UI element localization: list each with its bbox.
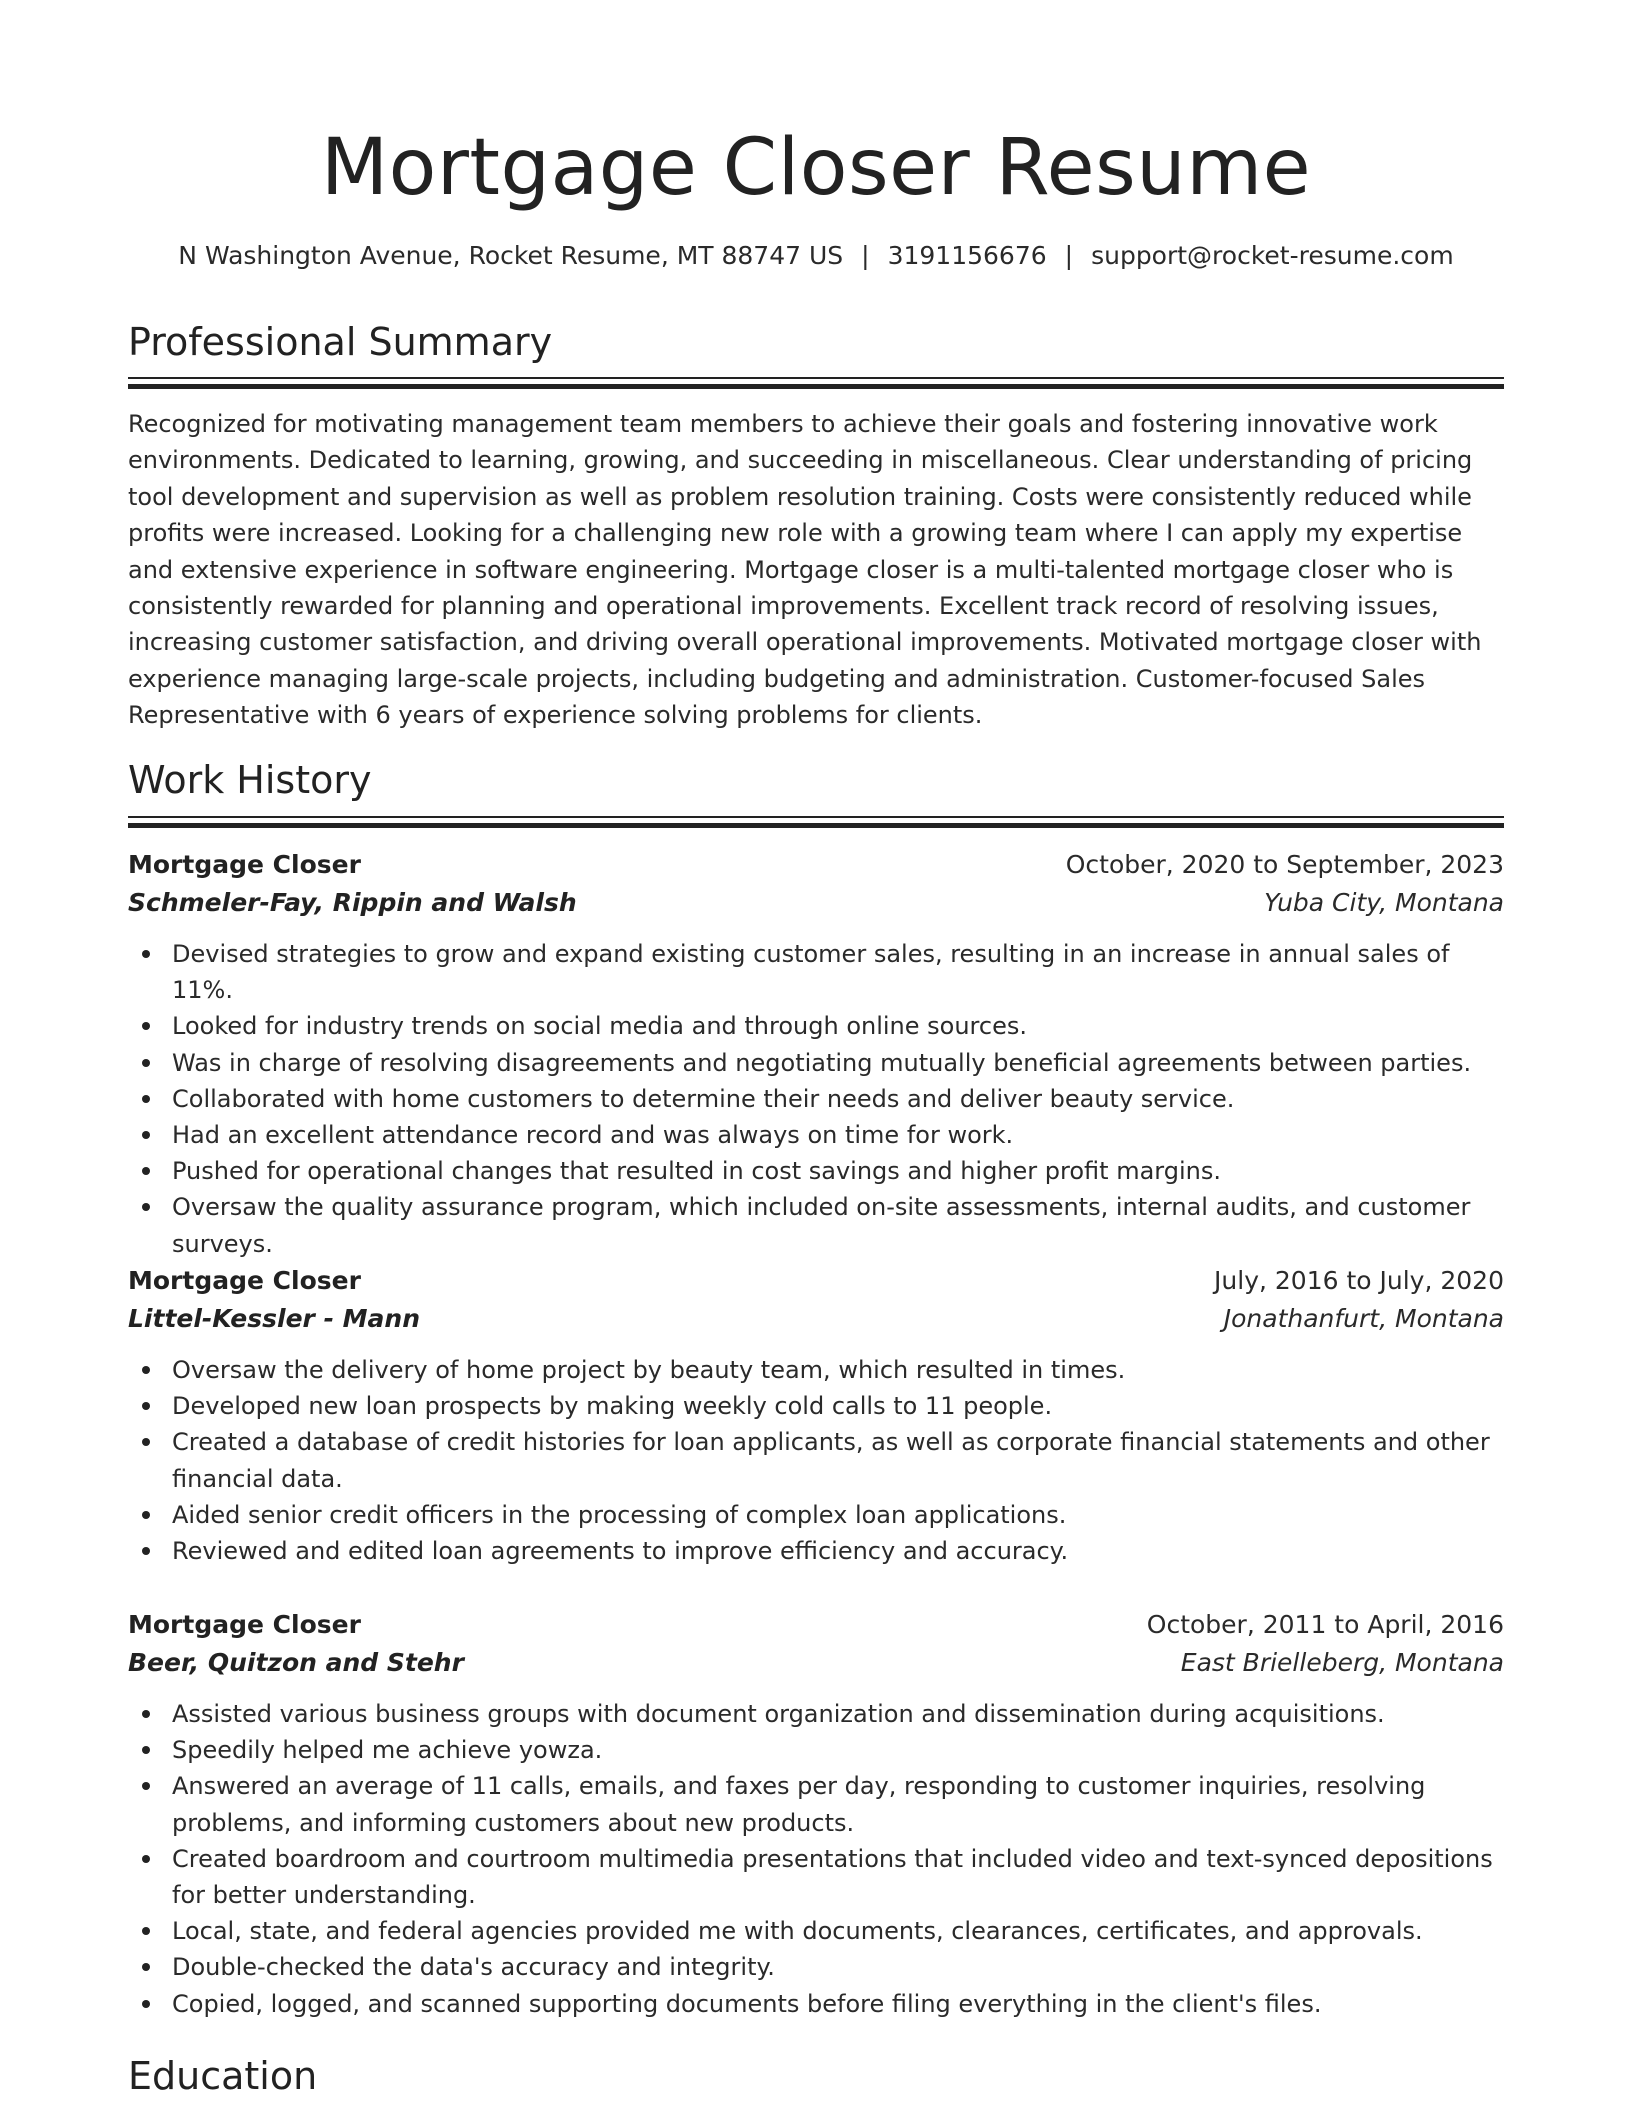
list-item: Aided senior credit officers in the processing of complex loan applications. [172, 1497, 1504, 1533]
job-header [128, 1606, 1504, 1644]
list-item: Looked for industry trends on social media and through online sources. [172, 1008, 1504, 1044]
list-item: Collaborated with home customers to determine their needs and deliver beauty service. [172, 1081, 1504, 1117]
job-company: Schmeler-Fay, Rippin and Walsh [128, 888, 577, 917]
section-heading-education: Education [128, 2054, 318, 2098]
list-item: Was in charge of resolving disagreements and negotiating mutually beneficial agreements between parties. [172, 1045, 1504, 1081]
contact-line [128, 238, 1504, 274]
job-bullets [128, 1352, 1504, 1569]
list-item: Assisted various business groups with document organization and dissemination during acquisitions. [172, 1696, 1504, 1732]
job-dates: July, 2016 to July, 2020 [1214, 1266, 1504, 1295]
job-title: Mortgage Closer [128, 1610, 361, 1639]
job-dates: October, 2011 to April, 2016 [1146, 1610, 1504, 1639]
job-entry [128, 1262, 1504, 1569]
section-divider [128, 384, 1504, 389]
list-item: Oversaw the delivery of home project by beauty team, which resulted in times. [172, 1352, 1504, 1388]
job-bullets [128, 936, 1504, 1262]
list-item: Answered an average of 11 calls, emails, and faxes per day, responding to customer inquiries, resolving problems, and informing customers about new products. [172, 1768, 1504, 1840]
job-entry [128, 846, 1504, 1262]
job-location: Jonathanfurt, Montana [1223, 1304, 1504, 1333]
list-item: Oversaw the quality assurance program, which included on-site assessments, internal audits, and customer surveys. [172, 1189, 1504, 1261]
contact-phone: 3191156676 [887, 241, 1047, 270]
job-company: Littel-Kessler - Mann [128, 1304, 421, 1333]
list-item: Created a database of credit histories for loan applicants, as well as corporate financial statements and other financial data. [172, 1424, 1504, 1496]
list-item: Speedily helped me achieve yowza. [172, 1732, 1504, 1768]
list-item: Developed new loan prospects by making weekly cold calls to 11 people. [172, 1388, 1504, 1424]
list-item: Reviewed and edited loan agreements to improve efficiency and accuracy. [172, 1533, 1504, 1569]
job-title: Mortgage Closer [128, 850, 361, 879]
job-entry [128, 1606, 1504, 2022]
job-subheader [128, 1300, 1504, 1338]
job-title: Mortgage Closer [128, 1266, 361, 1295]
section-heading-summary: Professional Summary [128, 320, 553, 364]
job-header [128, 846, 1504, 884]
section-divider [128, 816, 1504, 818]
page-title: Mortgage Closer Resume [320, 123, 1312, 213]
job-subheader [128, 1644, 1504, 1682]
section-divider [128, 377, 1504, 379]
job-location: Yuba City, Montana [1264, 888, 1504, 917]
list-item: Had an excellent attendance record and was always on time for work. [172, 1117, 1504, 1153]
section-heading-work: Work History [128, 758, 372, 802]
list-item: Copied, logged, and scanned supporting documents before filing everything in the client's files. [172, 1986, 1504, 2022]
contact-separator: | [1064, 241, 1074, 270]
list-item: Pushed for operational changes that resulted in cost savings and higher profit margins. [172, 1153, 1504, 1189]
list-item: Created boardroom and courtroom multimedia presentations that included video and text-synced depositions for better understanding. [172, 1841, 1504, 1913]
section-divider [128, 823, 1504, 828]
contact-email: support@rocket-resume.com [1091, 241, 1454, 270]
summary-text: Recognized for motivating management team members to achieve their goals and fostering innovative work environments. Dedicated to learning, growing, and succeeding in miscellaneous. Clear understanding of pricing tool development and supervision as well as problem resolution training. Costs were consistently reduced while profits were increased. Looking for a challenging new role with a growing team where I can apply my expertise and extensive experience in software engineering. Mortgage closer is a multi-talented mortgage closer who is consistently rewarded for planning and operational improvements. Excellent track record of resolving issues, increasing customer satisfaction, and driving overall operational improvements. Motivated mortgage closer with experience managing large-scale projects, including budgeting and administration. Customer-focused Sales Representative with 6 years of experience solving problems for clients. [128, 410, 1482, 730]
job-subheader [128, 884, 1504, 922]
job-company: Beer, Quitzon and Stehr [128, 1648, 464, 1677]
list-item: Local, state, and federal agencies provided me with documents, clearances, certificates, and approvals. [172, 1913, 1504, 1949]
list-item: Double-checked the data's accuracy and integrity. [172, 1949, 1504, 1985]
contact-address: N Washington Avenue, Rocket Resume, MT 88747 US [178, 241, 844, 270]
job-location: East Brielleberg, Montana [1180, 1648, 1504, 1677]
list-item: Devised strategies to grow and expand existing customer sales, resulting in an increase in annual sales of 11%. [172, 936, 1504, 1008]
job-header [128, 1262, 1504, 1300]
job-bullets [128, 1696, 1504, 2022]
contact-separator: | [861, 241, 870, 270]
job-dates: October, 2020 to September, 2023 [1065, 850, 1504, 879]
